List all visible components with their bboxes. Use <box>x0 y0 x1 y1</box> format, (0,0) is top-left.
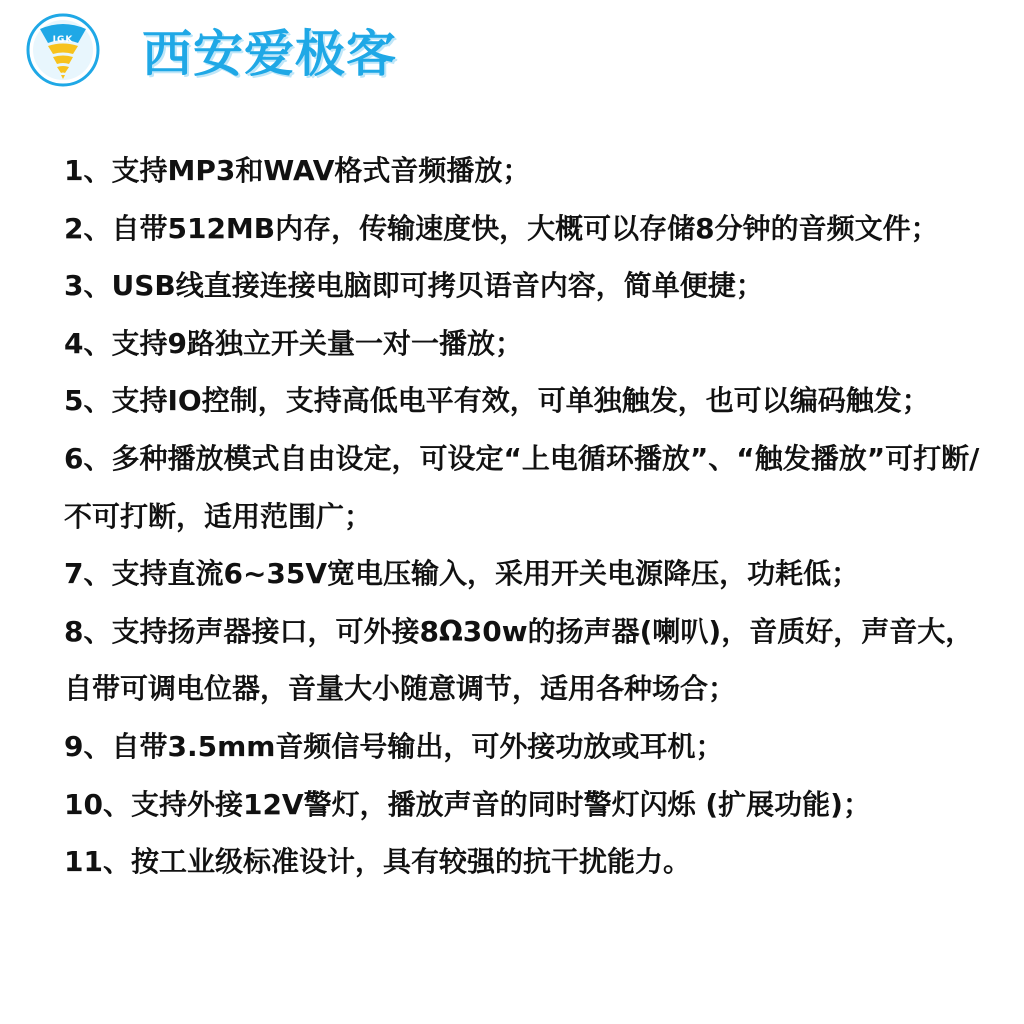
list-item: 7、支持直流6~35V宽电压输入，采用开关电源降压，功耗低； <box>64 557 860 591</box>
feature-list <box>64 142 984 891</box>
list-item: 1、支持MP3和WAV格式音频播放； <box>64 154 531 187</box>
list-item: 2、自带512MB内存，传输速度快，大概可以存储8分钟的音频文件； <box>64 211 939 245</box>
header <box>26 12 397 88</box>
list-item: 9、自带3.5mm音频信号输出，可外接功放或耳机； <box>64 729 724 763</box>
list-item: 10、支持外接12V警灯，播放声音的同时警灯闪烁 (扩展功能)； <box>64 787 871 821</box>
logo-icon <box>26 13 100 87</box>
list-item: 5、支持IO控制，支持高低电平有效，可单独触发，也可以编码触发； <box>64 384 930 418</box>
list-item: 8、支持扬声器接口，可外接8Ω30w的扬声器(喇叭)，音质好，声音大，自带可调电位器，音量大小随意调节，适用各种场合； <box>64 614 974 706</box>
list-item: 6、多种播放模式自由设定，可设定“上电循环播放”、“触发播放”可打断/不可打断，适用范围广； <box>64 441 980 533</box>
list-item: 4、支持9路独立开关量一对一播放； <box>64 326 523 360</box>
logo-text: IGK <box>52 35 74 45</box>
brand-title: 西安爱极客 <box>142 25 397 83</box>
list-item: 11、按工业级标准设计，具有较强的抗干扰能力。 <box>64 845 691 879</box>
list-item: 3、USB线直接连接电脑即可拷贝语音内容，简单便捷； <box>64 269 764 303</box>
